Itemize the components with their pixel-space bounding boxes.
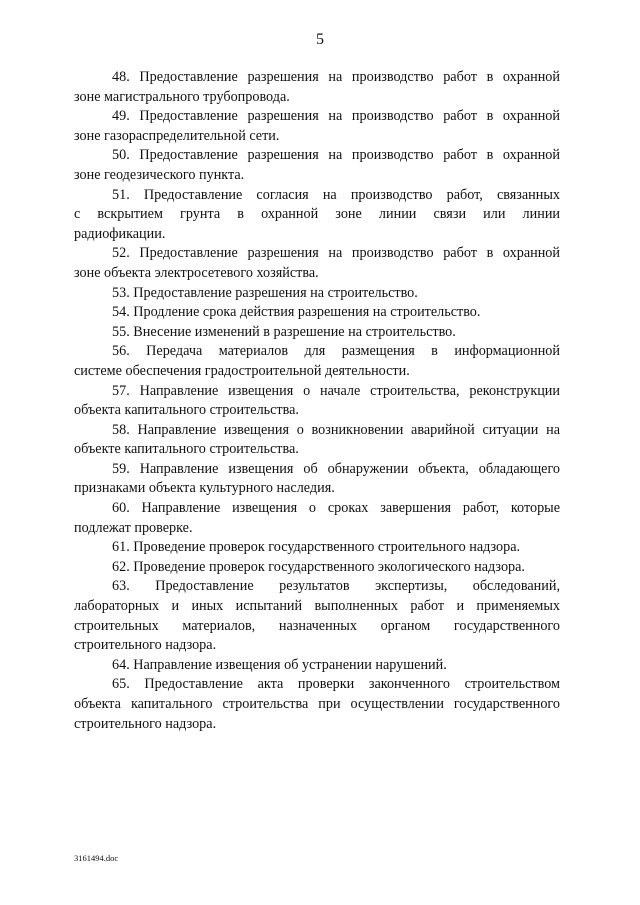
list-item bbox=[74, 675, 560, 734]
list-item-line: 57. Направление извещения о начале строительства, реконструкции bbox=[112, 382, 560, 399]
list-item-line: зоне газораспределительной сети. bbox=[74, 127, 280, 144]
list-item bbox=[74, 342, 560, 381]
list-item-line: с вскрытием грунта в охранной зоне линии связи или линии bbox=[74, 206, 560, 223]
list-item bbox=[74, 421, 560, 460]
list-item bbox=[74, 382, 560, 421]
list-item bbox=[74, 656, 560, 676]
list-item-line: 53. Предоставление разрешения на строительство. bbox=[112, 284, 418, 301]
list-item bbox=[74, 577, 560, 655]
list-item-line: лабораторных и иных испытаний выполненных работ и применяемых bbox=[74, 598, 560, 615]
list-item bbox=[74, 146, 560, 185]
list-item-line: зоне геодезического пункта. bbox=[74, 166, 245, 183]
list-item-line: 59. Направление извещения об обнаружении объекта, обладающего bbox=[112, 460, 560, 477]
list-item bbox=[74, 186, 560, 245]
list-item-line: 65. Предоставление акта проверки законченного строительством bbox=[112, 676, 560, 693]
list-item-line: объекта капитального строительства. bbox=[74, 402, 299, 419]
list-item-line: 61. Проведение проверок государственного строительного надзора. bbox=[112, 539, 521, 556]
list-item-line: строительного надзора. bbox=[74, 715, 217, 732]
list-item-line: 48. Предоставление разрешения на производство работ в охранной bbox=[112, 69, 560, 85]
list-item-line: 60. Направление извещения о сроках завершения работ, которые bbox=[112, 500, 560, 517]
list-item-line: 50. Предоставление разрешения на производство работ в охранной bbox=[112, 147, 560, 164]
list-item-line: строительных материалов, назначенных органом государственного bbox=[74, 617, 560, 634]
list-item-line: признаками объекта культурного наследия. bbox=[74, 480, 335, 497]
list-item-line: 55. Внесение изменений в разрешение на строительство. bbox=[112, 323, 456, 340]
list-item bbox=[74, 107, 560, 146]
list-item bbox=[74, 323, 560, 343]
document-body bbox=[74, 68, 560, 734]
list-item bbox=[74, 244, 560, 283]
list-item-line: 58. Направление извещения о возникновении аварийной ситуации на bbox=[112, 421, 560, 438]
list-item-line: подлежат проверке. bbox=[74, 519, 193, 536]
list-item-line: 49. Предоставление разрешения на производство работ в охранной bbox=[112, 108, 560, 125]
list-item-line: системе обеспечения градостроительной деятельности. bbox=[74, 362, 410, 379]
list-item-line: 64. Направление извещения об устранении нарушений. bbox=[112, 656, 447, 673]
list-item bbox=[74, 538, 560, 558]
list-item bbox=[74, 303, 560, 323]
list-item-line: 52. Предоставление разрешения на производство работ в охранной bbox=[112, 245, 560, 262]
list-item bbox=[74, 558, 560, 578]
list-item-line: 63. Предоставление результатов экспертизы, обследований, bbox=[112, 578, 560, 595]
document-file-id: 3161494.doc bbox=[74, 853, 119, 863]
list-item-line: строительного надзора. bbox=[74, 637, 217, 654]
list-item-line: радиофикации. bbox=[74, 225, 166, 242]
list-item-line: 56. Передача материалов для размещения в информационной bbox=[112, 343, 560, 360]
list-item bbox=[74, 460, 560, 499]
list-item-line: зоне магистрального трубопровода. bbox=[74, 88, 290, 105]
list-item-line: 51. Предоставление согласия на производство работ, связанных bbox=[112, 186, 560, 203]
list-item bbox=[74, 284, 560, 304]
page-number: 5 bbox=[316, 31, 324, 48]
list-item-line: 62. Проведение проверок государственного экологического надзора. bbox=[112, 558, 525, 575]
list-item-line: 54. Продление срока действия разрешения на строительство. bbox=[112, 304, 481, 321]
list-item-line: зоне объекта электросетевого хозяйства. bbox=[74, 264, 319, 281]
list-item-line: объекте капитального строительства. bbox=[74, 441, 299, 458]
list-item-line: объекта капитального строительства при осуществлении государственного bbox=[74, 696, 560, 712]
list-item bbox=[74, 499, 560, 538]
list-item bbox=[74, 68, 560, 107]
